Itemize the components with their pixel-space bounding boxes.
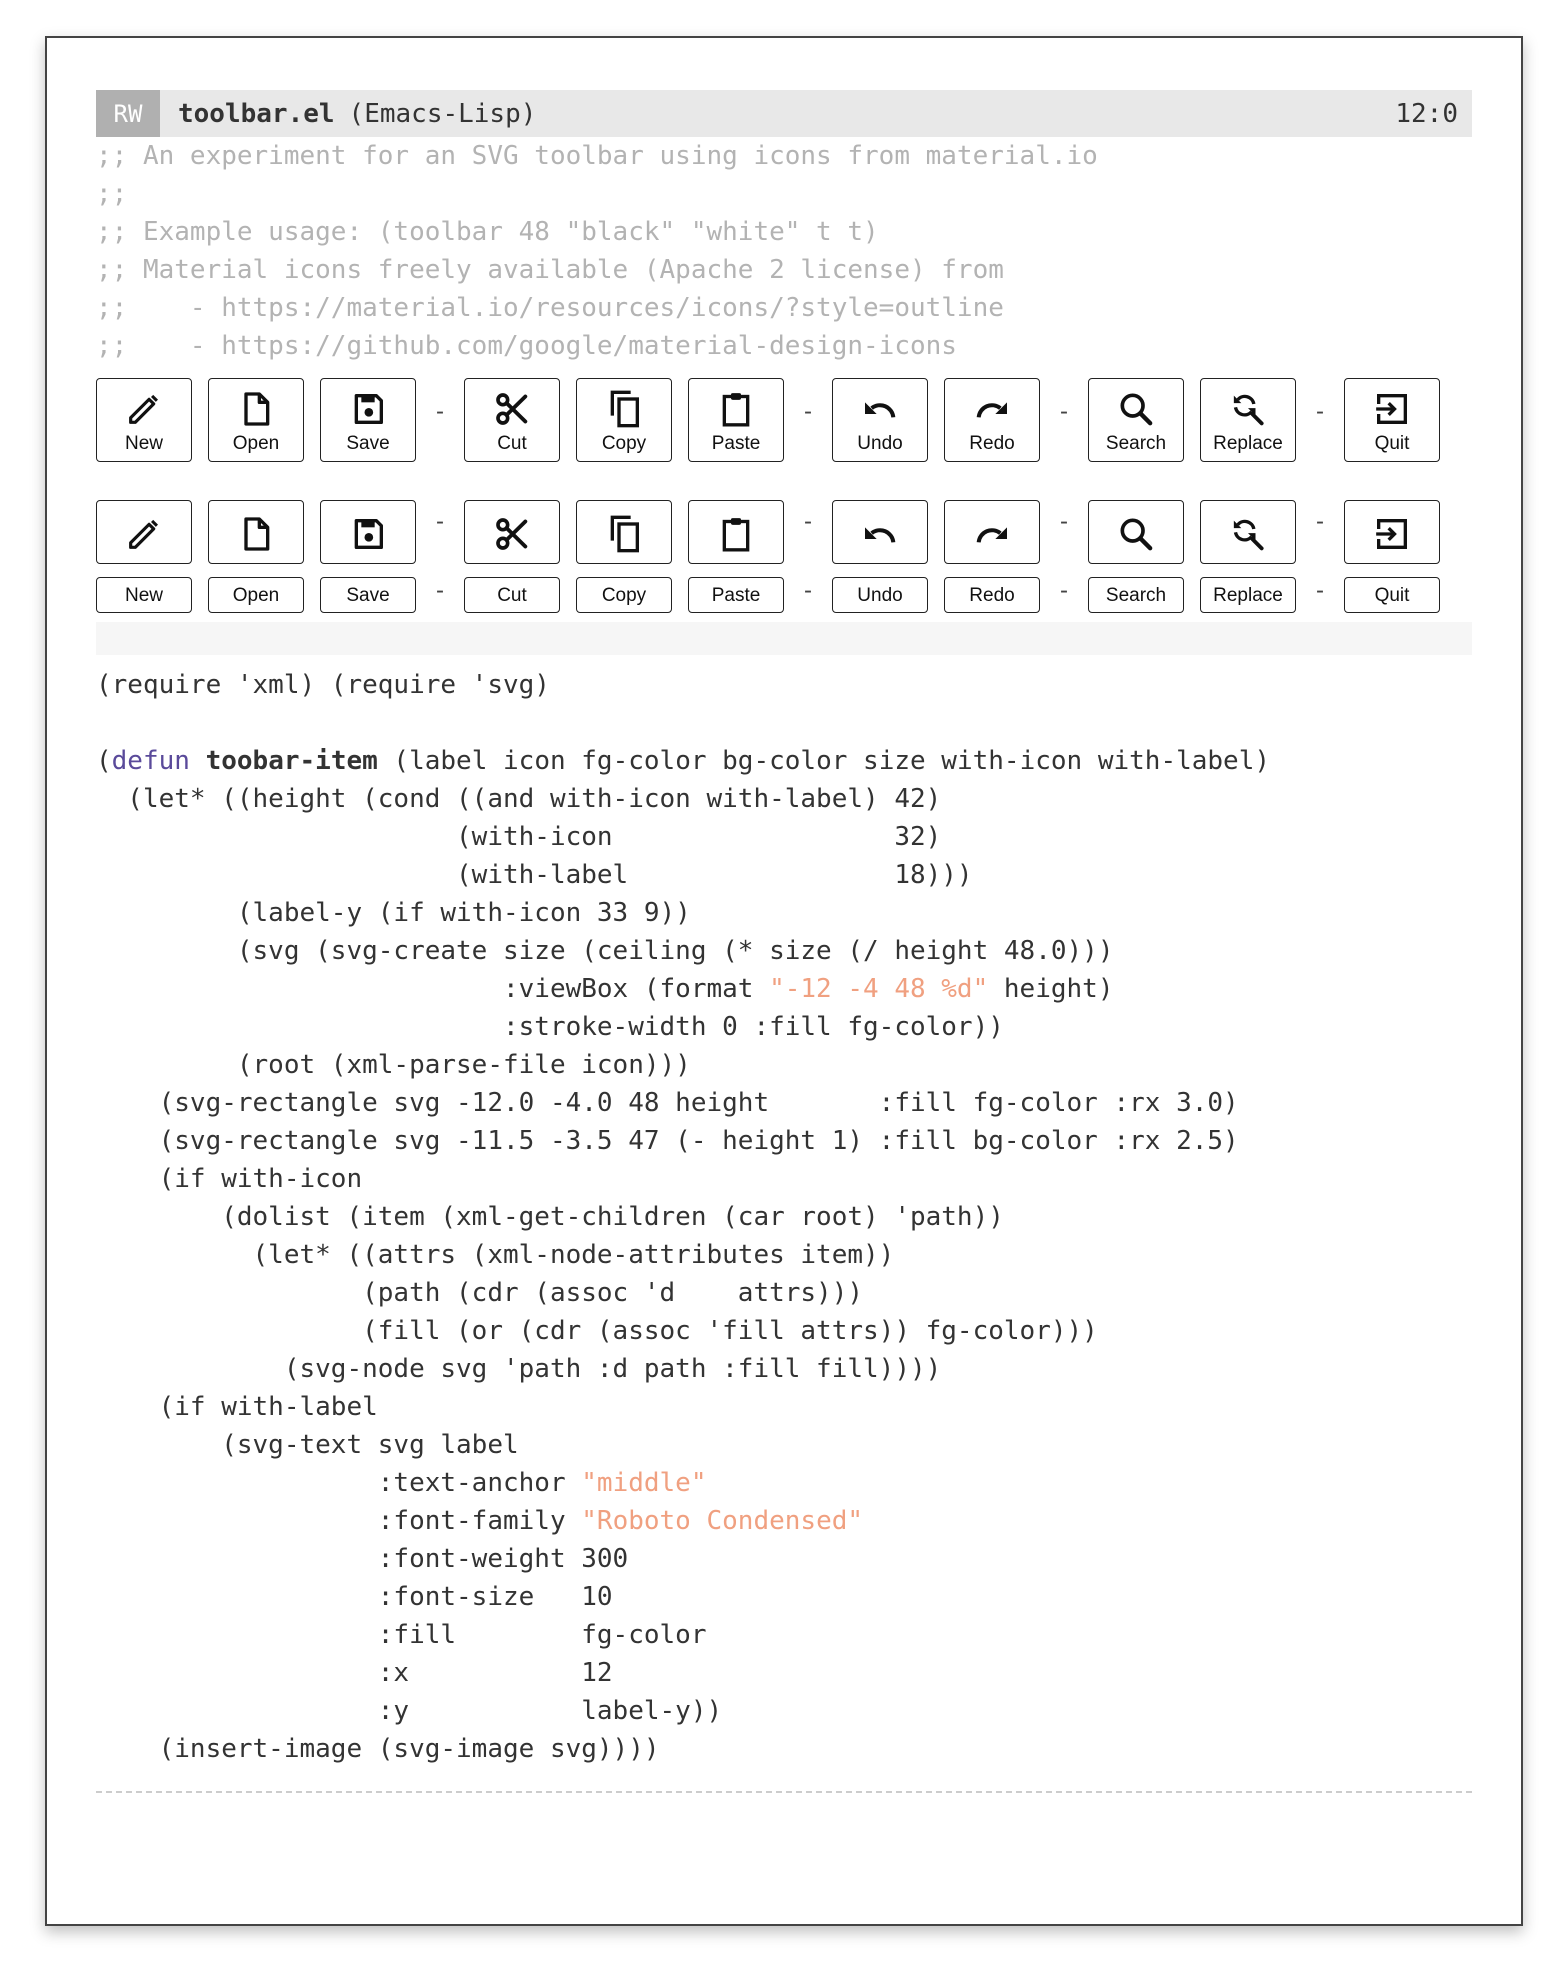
major-mode: (Emacs-Lisp) xyxy=(348,98,537,129)
undo-icon xyxy=(860,514,900,554)
toolbar-button-undo[interactable] xyxy=(832,378,928,462)
toolbar-separator: - xyxy=(436,508,444,535)
code-line xyxy=(96,1730,1472,1768)
code-line xyxy=(96,742,1472,780)
toolbar-button-undo[interactable] xyxy=(832,577,928,613)
pencil-icon xyxy=(124,389,164,429)
code-line xyxy=(96,1350,1472,1388)
code-line xyxy=(96,1578,1472,1616)
code-text: (with-label 18))) xyxy=(96,860,973,890)
toolbar-button-undo[interactable] xyxy=(832,500,928,564)
find-replace-icon xyxy=(1228,514,1268,554)
save-icon xyxy=(348,389,388,429)
code-text: (svg-text svg label xyxy=(96,1430,519,1460)
find-replace-icon xyxy=(1228,389,1268,429)
toolbar-button-new[interactable] xyxy=(96,500,192,564)
toolbar-button-label: Paste xyxy=(711,585,761,606)
toolbar-button-label: Open xyxy=(232,433,280,454)
buffer-filename: toolbar.el xyxy=(178,98,335,129)
toolbar-button-label: Cut xyxy=(497,433,527,454)
code-line xyxy=(96,856,1472,894)
toolbar-button-cut[interactable] xyxy=(464,577,560,613)
comment-line: ;; An experiment for an SVG toolbar using icons from material.io xyxy=(96,141,1098,171)
mode-line xyxy=(96,90,1472,137)
code-line xyxy=(96,1008,1472,1046)
pencil-icon xyxy=(124,514,164,554)
search-icon xyxy=(1116,389,1156,429)
toolbar-button-cut[interactable] xyxy=(464,378,560,462)
toolbar-button-new[interactable] xyxy=(96,378,192,462)
toolbar-button-label: Save xyxy=(346,433,390,454)
string-literal: "Roboto Condensed" xyxy=(581,1506,864,1536)
toolbar-button-paste[interactable] xyxy=(688,378,784,462)
copy-icon xyxy=(604,389,644,429)
code-text: (require 'xml) (require 'svg) xyxy=(96,670,550,700)
code-line xyxy=(96,1654,1472,1692)
code-text: (svg (svg-create size (ceiling (* size (/ height 48.0))) xyxy=(96,936,1114,966)
toolbar-button-label: Quit xyxy=(1374,585,1410,606)
scissors-icon xyxy=(492,514,532,554)
code-text: :fill fg-color xyxy=(96,1620,707,1650)
toolbar-button-replace[interactable] xyxy=(1200,378,1296,462)
toolbar-button-save[interactable] xyxy=(320,577,416,613)
code-text: ( xyxy=(96,746,112,776)
toolbar-button-open[interactable] xyxy=(208,500,304,564)
toolbar-button-open[interactable] xyxy=(208,378,304,462)
file-icon xyxy=(236,514,276,554)
code-line xyxy=(96,970,1472,1008)
code-text: :y label-y)) xyxy=(96,1696,723,1726)
code-line xyxy=(96,1122,1472,1160)
toolbar-button-copy[interactable] xyxy=(576,378,672,462)
toolbar-button-label: New xyxy=(124,433,163,454)
clipboard-icon xyxy=(716,389,756,429)
copy-icon xyxy=(604,514,644,554)
toolbar-button-search[interactable] xyxy=(1088,577,1184,613)
code-text: (svg-node svg 'path :d path :fill fill)))) xyxy=(96,1354,942,1384)
code-text: :font-family xyxy=(96,1506,582,1536)
toolbar-button-copy[interactable] xyxy=(576,500,672,564)
toolbar-button-label: Save xyxy=(346,585,390,606)
comment-line: ;; Example usage: (toolbar 48 "black" "white" t t) xyxy=(96,217,879,247)
code-text: (let* ((attrs (xml-node-attributes item)) xyxy=(96,1240,895,1270)
toolbar-separator: - xyxy=(1316,398,1324,425)
toolbar-button-paste[interactable] xyxy=(688,577,784,613)
toolbar-background xyxy=(96,622,1472,655)
code-text: (label-y (if with-icon 33 9)) xyxy=(96,898,691,928)
code-line xyxy=(96,1274,1472,1312)
toolbar-button-label: Search xyxy=(1105,585,1167,606)
header-comments xyxy=(96,137,1472,365)
toolbar-button-new[interactable] xyxy=(96,577,192,613)
toolbar-button-open[interactable] xyxy=(208,577,304,613)
toolbar-button-label: Replace xyxy=(1213,433,1283,454)
code-line xyxy=(96,1236,1472,1274)
code-line xyxy=(96,1198,1472,1236)
toolbar-button-label: Quit xyxy=(1374,433,1410,454)
code-line xyxy=(96,1388,1472,1426)
code-line xyxy=(96,1692,1472,1730)
toolbar-separator: - xyxy=(436,577,444,604)
comment-line: ;; Material icons freely available (Apache 2 license) from xyxy=(96,255,1004,285)
toolbar-button-label: New xyxy=(124,585,163,606)
toolbar-separator: - xyxy=(804,508,812,535)
toolbar-separator: - xyxy=(804,398,812,425)
code-text: :font-size 10 xyxy=(96,1582,613,1612)
string-literal: "middle" xyxy=(581,1468,707,1498)
toolbar-button-cut[interactable] xyxy=(464,500,560,564)
comment-line: ;; xyxy=(96,179,128,209)
code-text: :text-anchor xyxy=(96,1468,582,1498)
toolbar-button-label: Undo xyxy=(857,585,903,606)
toolbar-separator: - xyxy=(1316,508,1324,535)
toolbar-button-copy[interactable] xyxy=(576,577,672,613)
toolbar-button-save[interactable] xyxy=(320,378,416,462)
code-line xyxy=(96,932,1472,970)
code-line xyxy=(96,1426,1472,1464)
toolbar-button-replace[interactable] xyxy=(1200,500,1296,564)
toolbar-separator: - xyxy=(436,398,444,425)
divider xyxy=(96,1791,1472,1793)
search-icon xyxy=(1116,514,1156,554)
toolbar-button-label: Redo xyxy=(969,433,1015,454)
code-block xyxy=(96,666,1472,1768)
cursor-position: 12:0 xyxy=(1395,98,1458,129)
save-icon xyxy=(348,514,388,554)
toolbar-separator: - xyxy=(1060,577,1068,604)
code-line xyxy=(96,704,1472,742)
toolbar-button-quit[interactable] xyxy=(1344,378,1440,462)
toolbar-button-search[interactable] xyxy=(1088,378,1184,462)
toolbar-button-label: Copy xyxy=(601,433,647,454)
string-literal: "-12 -4 48 %d" xyxy=(769,974,989,1004)
toolbar-button-label: Open xyxy=(232,585,280,606)
code-text: (fill (or (cdr (assoc 'fill attrs)) fg-color))) xyxy=(96,1316,1098,1346)
toolbar-button-save[interactable] xyxy=(320,500,416,564)
code-text: (path (cdr (assoc 'd attrs))) xyxy=(96,1278,864,1308)
toolbar-button-label: Undo xyxy=(857,433,903,454)
exit-icon xyxy=(1372,389,1412,429)
toolbar-button-label: Copy xyxy=(601,585,647,606)
code-text: :stroke-width 0 :fill fg-color)) xyxy=(96,1012,1004,1042)
redo-icon xyxy=(972,514,1012,554)
toolbar-button-label: Redo xyxy=(969,585,1015,606)
status-badge: RW xyxy=(96,90,160,137)
code-text: (label icon fg-color bg-color size with-icon with-label) xyxy=(377,746,1271,776)
code-text: (svg-rectangle svg -11.5 -3.5 47 (- height 1) :fill bg-color :rx 2.5) xyxy=(96,1126,1239,1156)
code-line xyxy=(96,1540,1472,1578)
code-text: (if with-label xyxy=(96,1392,378,1422)
toolbar-preview xyxy=(96,365,1472,655)
code-line xyxy=(96,1160,1472,1198)
code-line xyxy=(96,1616,1472,1654)
code-line xyxy=(96,1502,1472,1540)
code-line xyxy=(96,1046,1472,1084)
code-text: (svg-rectangle svg -12.0 -4.0 48 height :fill fg-color :rx 3.0) xyxy=(96,1088,1239,1118)
file-icon xyxy=(236,389,276,429)
code-text: (insert-image (svg-image svg)))) xyxy=(96,1734,660,1764)
toolbar-button-redo[interactable] xyxy=(944,577,1040,613)
undo-icon xyxy=(860,389,900,429)
exit-icon xyxy=(1372,514,1412,554)
code-line xyxy=(96,1084,1472,1122)
code-text: (let* ((height (cond ((and with-icon with-label) 42) xyxy=(96,784,942,814)
code-text: (dolist (item (xml-get-children (car root) 'path)) xyxy=(96,1202,1004,1232)
toolbar-separator: - xyxy=(1316,577,1324,604)
code-line xyxy=(96,894,1472,932)
keyword: defun xyxy=(111,746,190,776)
editor-frame xyxy=(45,36,1523,1926)
clipboard-icon xyxy=(716,514,756,554)
code-text: :font-weight 300 xyxy=(96,1544,629,1574)
code-text: :x 12 xyxy=(96,1658,613,1688)
code-text: height) xyxy=(988,974,1114,1004)
toolbar-separator: - xyxy=(1060,398,1068,425)
toolbar-separator: - xyxy=(1060,508,1068,535)
redo-icon xyxy=(972,389,1012,429)
buffer[interactable] xyxy=(96,90,1472,1793)
toolbar-button-redo[interactable] xyxy=(944,378,1040,462)
comment-line: ;; - https://material.io/resources/icons/?style=outline xyxy=(96,293,1004,323)
code-line xyxy=(96,1464,1472,1502)
toolbar-button-label: Search xyxy=(1105,433,1167,454)
toolbar-button-redo[interactable] xyxy=(944,500,1040,564)
toolbar-button-quit[interactable] xyxy=(1344,577,1440,613)
toolbar-button-label: Cut xyxy=(497,585,527,606)
code-text: (root (xml-parse-file icon))) xyxy=(96,1050,691,1080)
code-line xyxy=(96,1312,1472,1350)
code-text: (if with-icon xyxy=(96,1164,363,1194)
code-text: (with-icon 32) xyxy=(96,822,942,852)
code-text xyxy=(190,746,206,776)
toolbar-button-replace[interactable] xyxy=(1200,577,1296,613)
scissors-icon xyxy=(492,389,532,429)
function-name: toobar-item xyxy=(205,746,378,776)
toolbar-button-paste[interactable] xyxy=(688,500,784,564)
comment-line: ;; - https://github.com/google/material-design-icons xyxy=(96,331,957,361)
toolbar-button-search[interactable] xyxy=(1088,500,1184,564)
code-line xyxy=(96,818,1472,856)
code-text: :viewBox (format xyxy=(96,974,770,1004)
toolbar-separator: - xyxy=(804,577,812,604)
code-line xyxy=(96,780,1472,818)
toolbar-button-quit[interactable] xyxy=(1344,500,1440,564)
code-line xyxy=(96,666,1472,704)
toolbar-button-label: Paste xyxy=(711,433,761,454)
toolbar-button-label: Replace xyxy=(1213,585,1283,606)
